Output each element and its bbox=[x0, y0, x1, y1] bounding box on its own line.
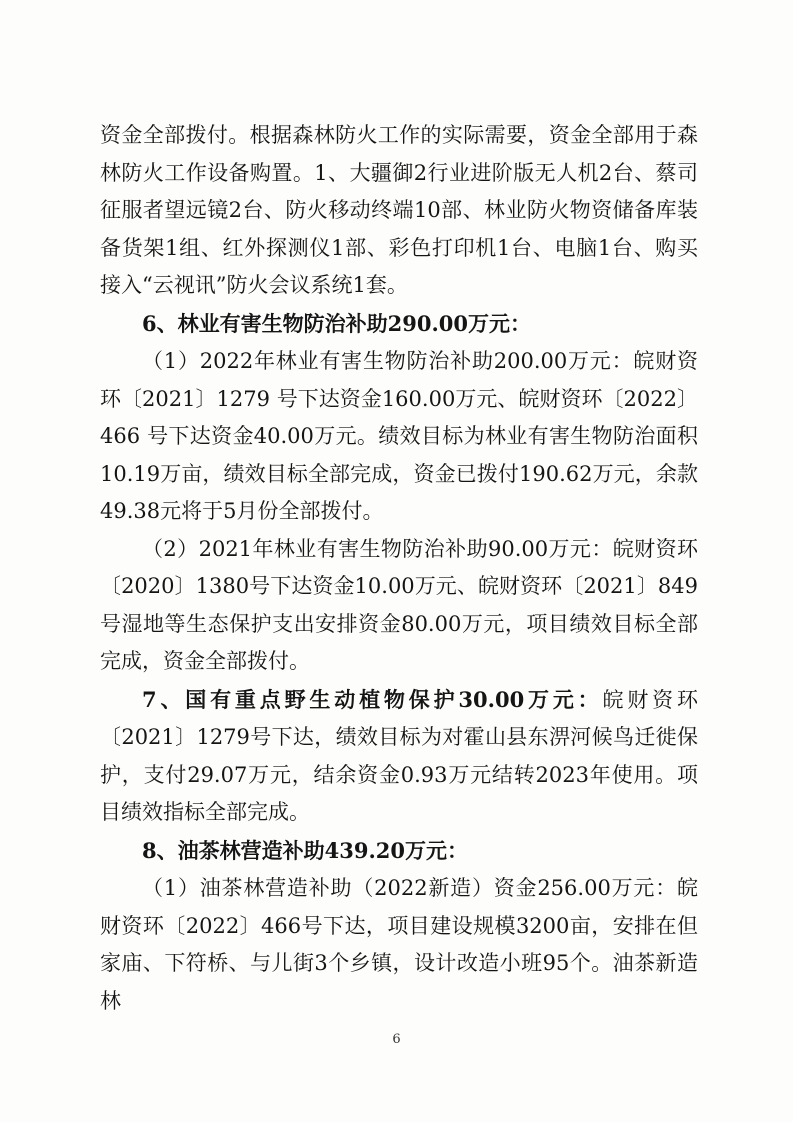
paragraph-text: （2）2021年林业有害生物防治补助90.00万元：皖财资环〔2020〕1380号下达资金10.00万元、皖财资环〔2021〕849号湿地等生态保护支出安排资金80.00万元，项目绩效目标全部完成，资金全部拨付。 bbox=[100, 536, 698, 673]
paragraph-oil-tea-2022 bbox=[100, 870, 698, 1020]
document-body bbox=[100, 117, 698, 1020]
paragraph-pest-control-2021 bbox=[100, 531, 698, 681]
section-heading: 6、林业有害生物防治补助290.00万元： bbox=[142, 310, 531, 336]
paragraph-text: 资金全部拨付。根据森林防火工作的实际需要，资金全部用于森林防火工作设备购置。1、大疆御2行业进阶版无人机2台、蔡司征服者望远镜2台、防火移动终端10部、林业防火物资储备库装备货架1组、红外探测仪1部、彩色打印机1台、电脑1台、购买接入“云视讯”防火会议系统1套。 bbox=[100, 123, 698, 297]
heading-pest-control-subsidy bbox=[100, 305, 698, 344]
section-heading: 7、国有重点野生动植物保护30.00万元： bbox=[142, 686, 603, 712]
paragraph-wildlife-protection bbox=[100, 681, 698, 832]
page-number: 6 bbox=[392, 1032, 401, 1047]
paragraph-pest-control-2022 bbox=[100, 343, 698, 531]
heading-oil-tea-subsidy bbox=[100, 832, 698, 871]
paragraph-text: （1）油茶林营造补助（2022新造）资金256.00万元：皖财资环〔2022〕466号下达，项目建设规模3200亩，安排在但家庙、下符桥、与儿街3个乡镇，设计改造小班95个。油茶新造林 bbox=[100, 876, 698, 1013]
paragraph-text: （1）2022年林业有害生物防治补助200.00万元：皖财资环〔2021〕1279 号下达资金160.00万元、皖财资环〔2022〕466 号下达资金40.00万元。绩效目标为林业有害生物防治面积10.19万亩，绩效目标全部完成，资金已拨付190.62万元，余款49.38元将于5月份全部拨付。 bbox=[100, 349, 698, 523]
section-heading: 8、油茶林营造补助439.20万元： bbox=[142, 837, 468, 863]
paragraph-text: 皖财资环〔2021〕1279号下达，绩效目标为对霍山县东淠河候鸟迁徙保护，支付29.07万元，结余资金0.93万元结转2023年使用。项目绩效指标全部完成。 bbox=[100, 687, 698, 824]
paragraph-fire-prevention-equipment bbox=[100, 117, 698, 305]
